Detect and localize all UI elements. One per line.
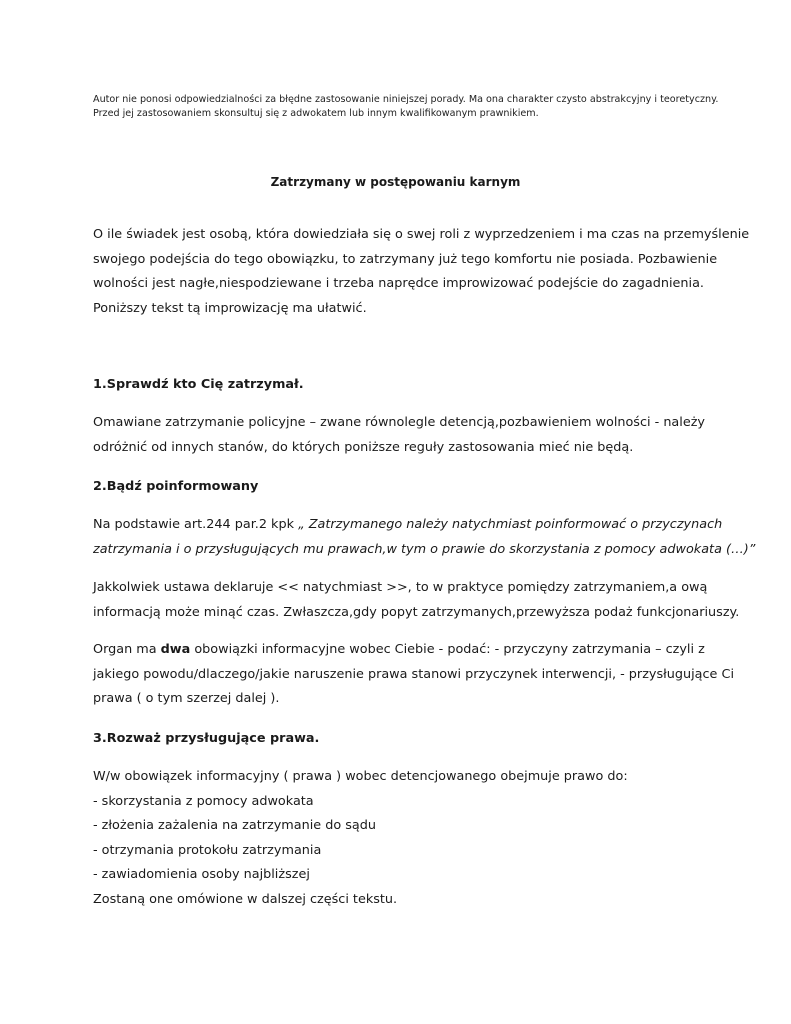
document-title: Zatrzymany w postępowaniu karnym [270,175,521,189]
text-line: jakiego powodu/dlaczego/jakie naruszenie prawa stanowi przyczynek interwencji, - przysługujące Ci [93,666,734,682]
text-line: Poniższy tekst tą improwizację ma ułatwić. [93,300,367,316]
text-line: prawa ( o tym szerzej dalej ). [93,691,280,706]
list-item: - złożenia zażalenia na zatrzymanie do sądu [93,818,376,833]
text-line: W/w obowiązek informacyjny ( prawa ) wobec detencjowanego obejmuje prawo do: [93,769,628,784]
text-line: informacją może minąć czas. Zwłaszcza,gdy popyt zatrzymanych,przewyższa podaż funkcjonariuszy. [93,604,740,620]
text-line: odróżnić od innych stanów, do których poniższe reguły zastosowania mieć nie będą. [93,439,634,455]
emphasis: dwa [160,642,191,657]
quote-text: „ Zatrzymanego należy natychmiast poinformować o przyczynach [298,517,723,532]
section2-paragraph [93,638,733,712]
disclaimer-line: Przed jej zastosowaniem skonsultuj się z adwokatem lub innym kwalifikowanym prawnikiem. [93,108,539,119]
section2-paragraph [93,576,740,625]
section1-paragraph [93,411,733,460]
quote-paragraph [93,513,756,562]
list-item: - otrzymania protokołu zatrzymania [93,842,322,858]
text-line: swojego podejścia do tego obowiązku, to zatrzymany już tego komfortu nie posiada. Pozbawienie [93,251,718,267]
disclaimer [93,93,733,121]
section3-list [93,765,733,912]
section-heading: 1.Sprawdź kto Cię zatrzymał. [93,377,304,392]
text-fragment: Organ ma [93,642,161,657]
section-heading: 2.Bądź poinformowany [93,479,259,494]
text-line [93,513,733,538]
text-line: Jakkolwiek ustawa deklaruje << natychmiast >>, to w praktyce pomiędzy zatrzymaniem,a ową [93,580,708,595]
text-fragment: obowiązki informacyjne wobec Ciebie - podać: - przyczyny zatrzymania – czyli z [190,642,705,657]
quote-prefix: Na podstawie art.244 par.2 kpk [93,517,299,532]
intro-paragraph [93,223,750,321]
text-line: Zostaną one omówione w dalszej części tekstu. [93,891,398,907]
text-line: wolności jest nagłe,niespodziewane i trzeba naprędce improwizować podejście do zagadnienia. [93,276,704,291]
text-line [93,638,733,663]
disclaimer-line: Autor nie ponosi odpowiedzialności za błędne zastosowanie niniejszej porady. Ma ona charakter czysto abstrakcyjny i teoretyczny. [93,94,719,105]
list-item: - zawiadomienia osoby najbliższej [93,867,310,882]
quote-text: zatrzymania i o przysługujących mu prawach,w tym o prawie do skorzystania z pomocy adwokata (…)” [93,541,756,557]
text-line: Omawiane zatrzymanie policyjne – zwane równolegle detencją,pozbawieniem wolności - należy [93,415,705,430]
list-item: - skorzystania z pomocy adwokata [93,793,314,809]
text-line: O ile świadek jest osobą, która dowiedziała się o swej roli z wyprzedzeniem i ma czas na przemyślenie [93,227,750,242]
section-heading: 3.Rozważ przysługujące prawa. [93,731,320,746]
